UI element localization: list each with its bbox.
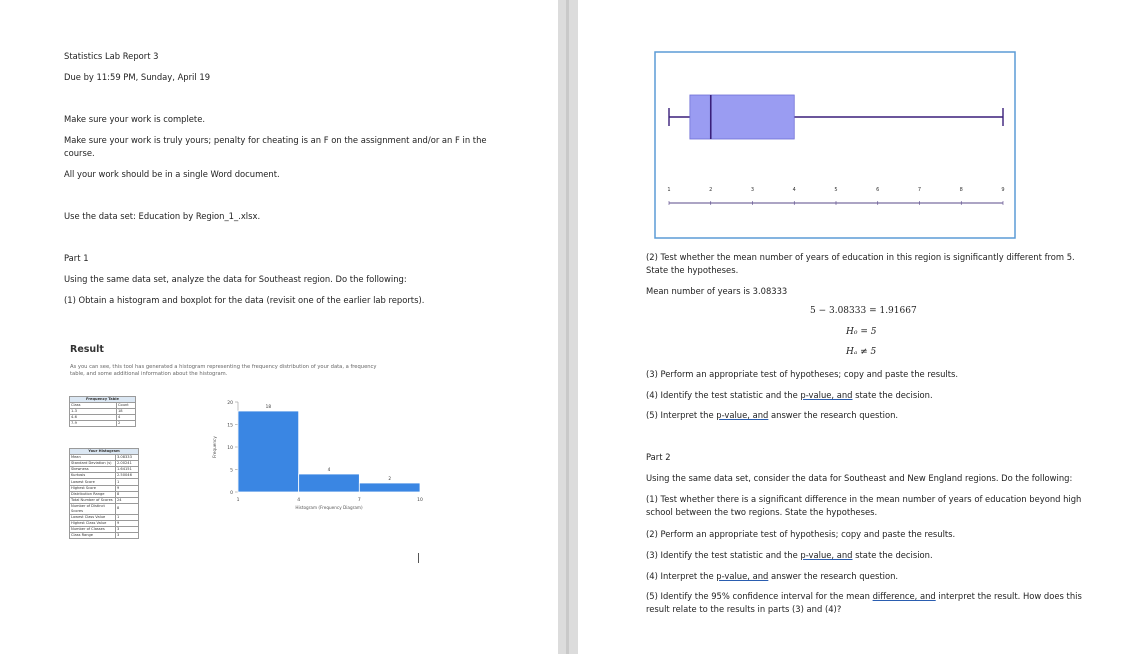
alternative-hypothesis: Hₐ ≠ 5 [846, 347, 877, 357]
table-cell: 7-9 [70, 421, 117, 427]
table-cell: 1 [116, 514, 139, 520]
y-axis-label: Frequency [212, 436, 217, 458]
table-row [70, 533, 139, 539]
part2-question-5-line1 [646, 590, 1082, 602]
stats-table-title: Your Histogram [70, 449, 139, 455]
boxplot-chart [654, 51, 1016, 239]
instruction-cheating: Make sure your work is truly yours; penalty for cheating is an F on the assignment and/or an F in the [64, 135, 487, 145]
x-tick-label: 4 [792, 187, 796, 193]
difference-equation: 5 − 3.08333 = 1.91667 [810, 306, 917, 316]
table-cell: 9 [116, 485, 139, 491]
part1-question-1: (1) Obtain a histogram and boxplot for the data (revisit one of the earlier lab reports). [64, 295, 425, 305]
part2-question-4 [646, 570, 898, 582]
table-cell: 1.64151 [116, 467, 139, 473]
scroll-divider[interactable] [566, 0, 569, 654]
mean-statement: Mean number of years is 3.08333 [646, 286, 788, 296]
table-cell: 2 [117, 421, 136, 427]
part1-intro: Using the same data set, analyze the data for Southeast region. Do the following: [64, 274, 407, 284]
table-cell: 2.00241 [116, 461, 139, 467]
table-row [70, 503, 139, 514]
table-cell: Number of Distinct Scores [70, 503, 116, 514]
x-tick-label: 1 [667, 187, 671, 193]
table-cell: 1 [116, 479, 139, 485]
spellcheck-underlined: difference, and [872, 591, 936, 601]
part2-question-2: (2) Perform an appropriate test of hypothesis; copy and paste the results. [646, 529, 956, 539]
table-cell: Skewness [70, 467, 116, 473]
instruction-cheating-cont: course. [64, 148, 95, 158]
y-tick-label: 10 [227, 446, 233, 451]
question-2-line2: State the hypotheses. [646, 265, 739, 275]
table-cell: 24 [116, 497, 139, 503]
part2-question-1-line2: school between the two regions. State the hypotheses. [646, 507, 878, 517]
table-cell: 8 [116, 491, 139, 497]
bar-data-label: 18 [265, 404, 272, 409]
table-cell: 1-3 [70, 409, 117, 415]
part2-intro: Using the same data set, consider the data for Southeast and New England regions. Do the following: [646, 473, 1073, 483]
result-image [66, 340, 423, 565]
part2-heading: Part 2 [646, 452, 671, 462]
table-cell: Number of Classes [70, 527, 116, 533]
y-tick-label: 15 [227, 423, 233, 429]
text-span: (5) Identify the 95% confidence interval for the mean [646, 591, 873, 601]
part1-heading: Part 1 [64, 253, 89, 263]
histogram-bar [238, 411, 299, 492]
result-title: Result [70, 344, 104, 355]
table-row [70, 421, 136, 427]
text-span: answer the research question. [768, 571, 899, 581]
table-cell: Highest Score [70, 485, 116, 491]
table-cell: 18 [117, 409, 136, 415]
instruction-complete: Make sure your work is complete. [64, 114, 206, 124]
table-row [70, 461, 139, 467]
text-span: (5) Interpret the [646, 410, 717, 420]
table-cell: Lowest Class Value [70, 514, 116, 520]
y-tick-label: 5 [230, 468, 233, 474]
spellcheck-underlined: p-value, and [800, 550, 853, 560]
null-hypothesis: H₀ = 5 [846, 327, 877, 337]
x-tick-label: 4 [297, 498, 301, 503]
text-span: answer the research question. [768, 410, 899, 420]
x-tick-label: 1 [236, 498, 240, 503]
question-2-line1: (2) Test whether the mean number of years of education in this region is significantly different from 5. [646, 252, 1075, 262]
spellcheck-underlined: p-value, and [716, 571, 769, 581]
text-span: state the decision. [852, 550, 933, 560]
iqr-box [690, 95, 794, 139]
table-cell: Lowest Score [70, 479, 116, 485]
y-tick-label: 20 [227, 401, 233, 406]
spellcheck-underlined: p-value, and [800, 390, 853, 400]
table-cell: Standard Deviation (s) [70, 461, 116, 467]
table-cell: 2.50046 [116, 473, 139, 479]
x-tick-label: 3 [750, 187, 755, 193]
text-span: interpret the result. How does this [935, 591, 1082, 601]
x-tick-label: 2 [709, 187, 713, 193]
question-3: (3) Perform an appropriate test of hypotheses; copy and paste the results. [646, 369, 959, 379]
result-description: As you can see, this tool has generated a histogram representing the frequency distribution of your data, a frequency table, and some additional information about the histogram. [70, 364, 377, 377]
text-span: (3) Identify the test statistic and the [646, 550, 801, 560]
histogram-chart [208, 390, 423, 530]
table-cell: Mean [70, 455, 116, 461]
text-cursor [418, 553, 419, 563]
x-tick-label: 10 [417, 498, 423, 503]
table-cell: Class Range [70, 533, 116, 539]
question-5 [646, 409, 898, 421]
table-cell: 3 [116, 527, 139, 533]
x-axis-label: Histogram (Frequency Diagram) [295, 505, 363, 510]
histogram-stats-table [69, 448, 139, 539]
frequency-header-class: Class [70, 403, 117, 409]
histogram-bar [359, 483, 420, 492]
y-tick-label: 0 [230, 491, 233, 496]
bar-data-label: 4 [327, 467, 331, 472]
x-tick-label: 7 [357, 498, 361, 503]
due-date: Due by 11:59 PM, Sunday, April 19 [64, 72, 211, 82]
table-cell: Kurtosis [70, 473, 116, 479]
spellcheck-underlined: p-value, and [716, 410, 769, 420]
table-cell: 8 [116, 503, 139, 514]
dataset-line: Use the data set: Education by Region_1_.xlsx. [64, 211, 261, 221]
frequency-table [69, 396, 136, 427]
table-cell: Highest Class Value [70, 520, 116, 526]
instruction-single-doc: All your work should be in a single Word document. [64, 169, 280, 179]
question-4 [646, 389, 933, 401]
table-cell: 4 [117, 415, 136, 421]
x-tick-label: 7 [917, 187, 922, 193]
doc-title: Statistics Lab Report 3 [64, 51, 159, 61]
document-page-right [578, 0, 1145, 654]
text-span: state the decision. [852, 390, 933, 400]
frequency-header-count: Count [117, 403, 136, 409]
table-cell: 3 [116, 533, 139, 539]
boxplot-frame [655, 52, 1015, 238]
table-cell: Distribution Range [70, 491, 116, 497]
part2-question-3 [646, 549, 933, 561]
frequency-table-title: Frequency Table [70, 397, 136, 403]
table-cell: 4-6 [70, 415, 117, 421]
document-page-left [0, 0, 558, 654]
x-tick-label: 5 [834, 187, 838, 193]
x-tick-label: 8 [959, 187, 963, 193]
text-span: (4) Identify the test statistic and the [646, 390, 801, 400]
table-cell: 3.08333 [116, 455, 139, 461]
part2-question-1-line1: (1) Test whether there is a significant difference in the mean number of years of education beyond high [646, 494, 1082, 504]
table-cell: 9 [116, 520, 139, 526]
bar-data-label: 2 [388, 476, 392, 481]
histogram-bar [299, 474, 360, 492]
x-tick-label: 9 [1001, 187, 1005, 193]
text-span: (4) Interpret the [646, 571, 717, 581]
part2-question-5-line2: result relate to the results in parts (3) and (4)? [646, 604, 842, 614]
x-tick-label: 6 [876, 187, 880, 193]
table-cell: Total Number of Scores [70, 497, 116, 503]
